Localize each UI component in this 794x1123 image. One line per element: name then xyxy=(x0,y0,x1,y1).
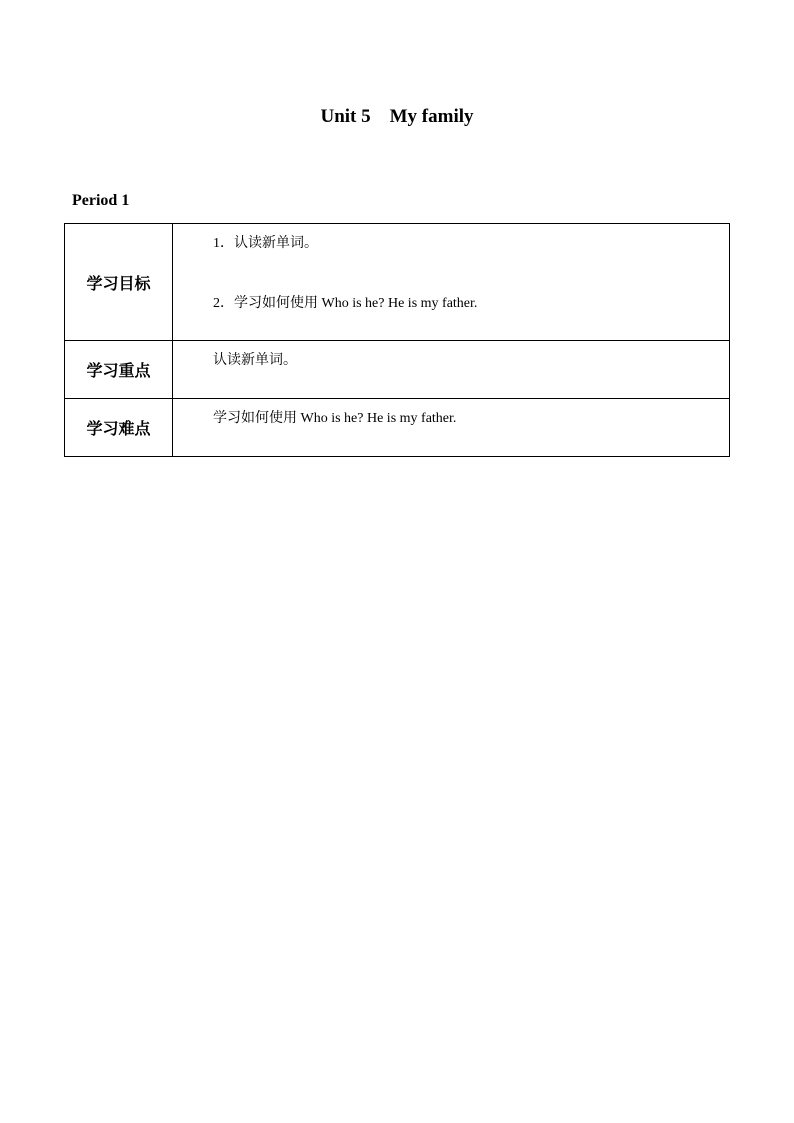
period-heading: Period 1 xyxy=(72,192,130,209)
table-row-goals xyxy=(65,224,730,341)
key-point-text: 认读新单词。 xyxy=(213,353,297,368)
difficult-point-text: 学习如何使用 Who is he? He is my father. xyxy=(213,411,457,426)
page-title: Unit 5 My family xyxy=(320,106,474,127)
table-row-key-points xyxy=(65,341,730,399)
row-content-key-points xyxy=(173,341,730,399)
lesson-plan-table xyxy=(64,223,730,457)
row-content-difficult-points xyxy=(173,399,730,457)
row-content-goals xyxy=(173,224,730,341)
row-label-goals: 学习目标 xyxy=(65,224,173,341)
row-label-key-points: 学习重点 xyxy=(65,341,173,399)
table-row-difficult-points xyxy=(65,399,730,457)
goal-item-2: 2．学习如何使用 Who is he? He is my father. xyxy=(213,296,478,311)
row-label-difficult-points: 学习难点 xyxy=(65,399,173,457)
goal-item-1: 1．认读新单词。 xyxy=(213,236,318,251)
